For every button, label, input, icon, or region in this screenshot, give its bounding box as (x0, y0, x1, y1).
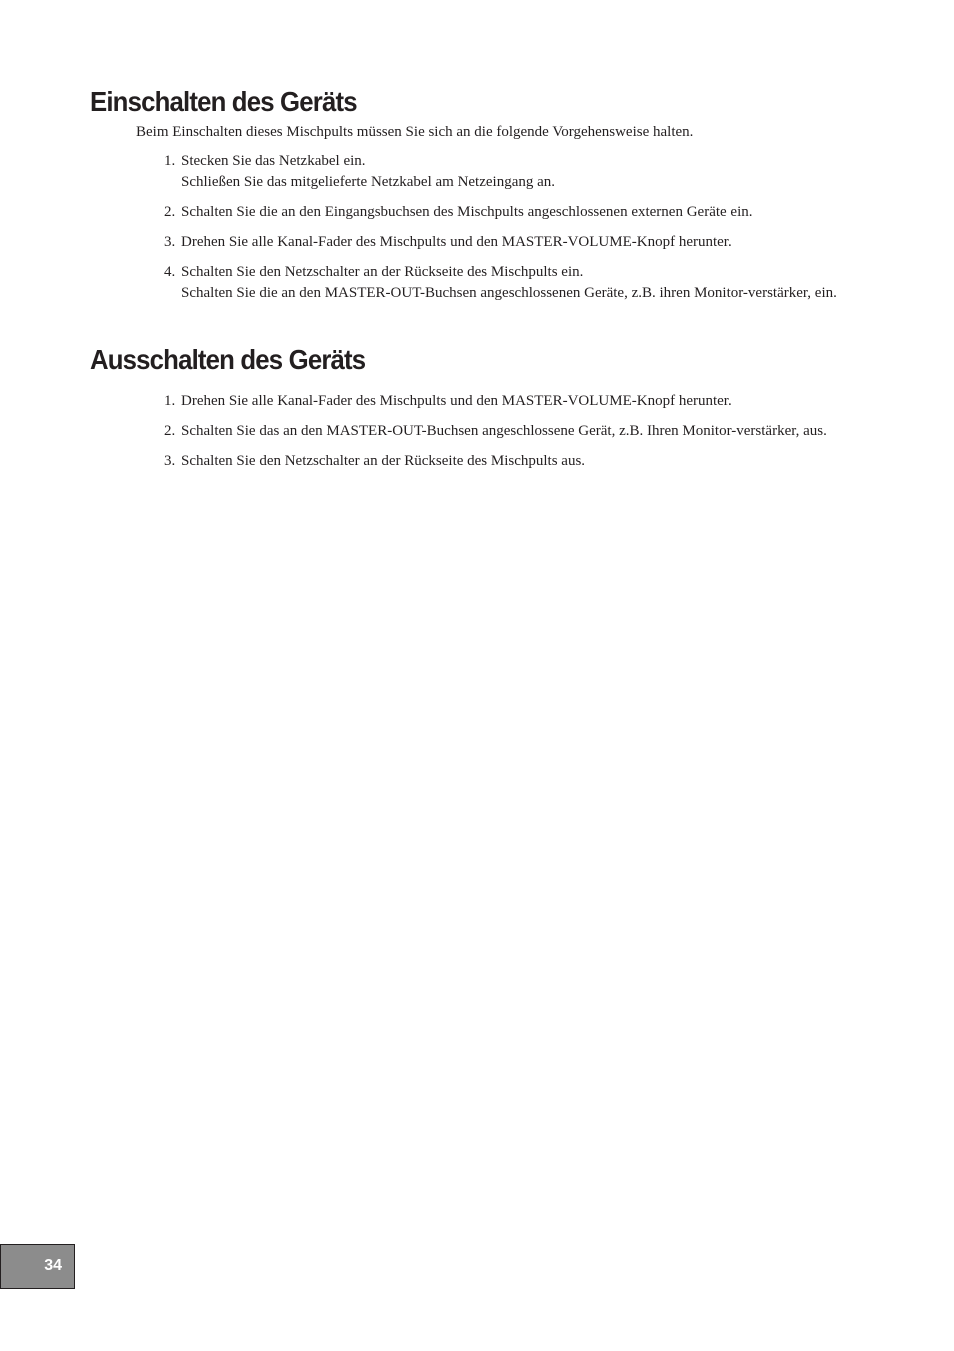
step-number: 1. (164, 393, 176, 409)
section-power-on (90, 84, 850, 313)
step-item (90, 151, 841, 193)
step-subtext: Schalten Sie die an den MASTER-OUT-Buchsen angeschlossenen Geräte, z.B. ihren Monitor-verstärker, ein. (181, 285, 837, 301)
step-item (90, 391, 841, 412)
step-text: Stecken Sie das Netzkabel ein. (181, 153, 366, 169)
section-heading-power-on: Einschalten des Geräts (90, 86, 357, 117)
step-text: Schalten Sie den Netzschalter an der Rückseite des Mischpults ein. (181, 264, 584, 280)
page-number-tab (0, 1244, 75, 1289)
power-on-steps (90, 151, 850, 304)
step-item (90, 202, 841, 223)
step-subtext: Schließen Sie das mitgelieferte Netzkabel am Netzeingang an. (181, 174, 556, 190)
step-item (90, 262, 841, 304)
step-number: 4. (164, 264, 176, 280)
section-intro: Beim Einschalten dieses Mischpults müssen Sie sich an die folgende Vorgehensweise halten. (136, 124, 694, 140)
step-number: 3. (164, 453, 176, 469)
power-off-steps (90, 391, 850, 472)
section-power-off (90, 342, 850, 481)
step-text: Drehen Sie alle Kanal-Fader des Mischpults und den MASTER-VOLUME-Knopf herunter. (181, 393, 732, 409)
step-text: Drehen Sie alle Kanal-Fader des Mischpults und den MASTER-VOLUME-Knopf herunter. (181, 234, 732, 250)
step-number: 3. (164, 234, 176, 250)
step-number: 2. (164, 204, 176, 220)
step-item (90, 421, 841, 442)
section-heading-power-off: Ausschalten des Geräts (90, 344, 366, 375)
step-number: 2. (164, 423, 176, 439)
step-text: Schalten Sie die an den Eingangsbuchsen des Mischpults angeschlossenen externen Geräte ein. (181, 204, 753, 220)
step-text: Schalten Sie das an den MASTER-OUT-Buchsen angeschlossene Gerät, z.B. Ihren Monitor-verstärker, aus. (181, 423, 827, 439)
step-item (90, 451, 841, 472)
step-number: 1. (164, 153, 176, 169)
page-number: 34 (44, 1257, 62, 1274)
step-text: Schalten Sie den Netzschalter an der Rückseite des Mischpults aus. (181, 453, 586, 469)
step-item (90, 232, 841, 253)
